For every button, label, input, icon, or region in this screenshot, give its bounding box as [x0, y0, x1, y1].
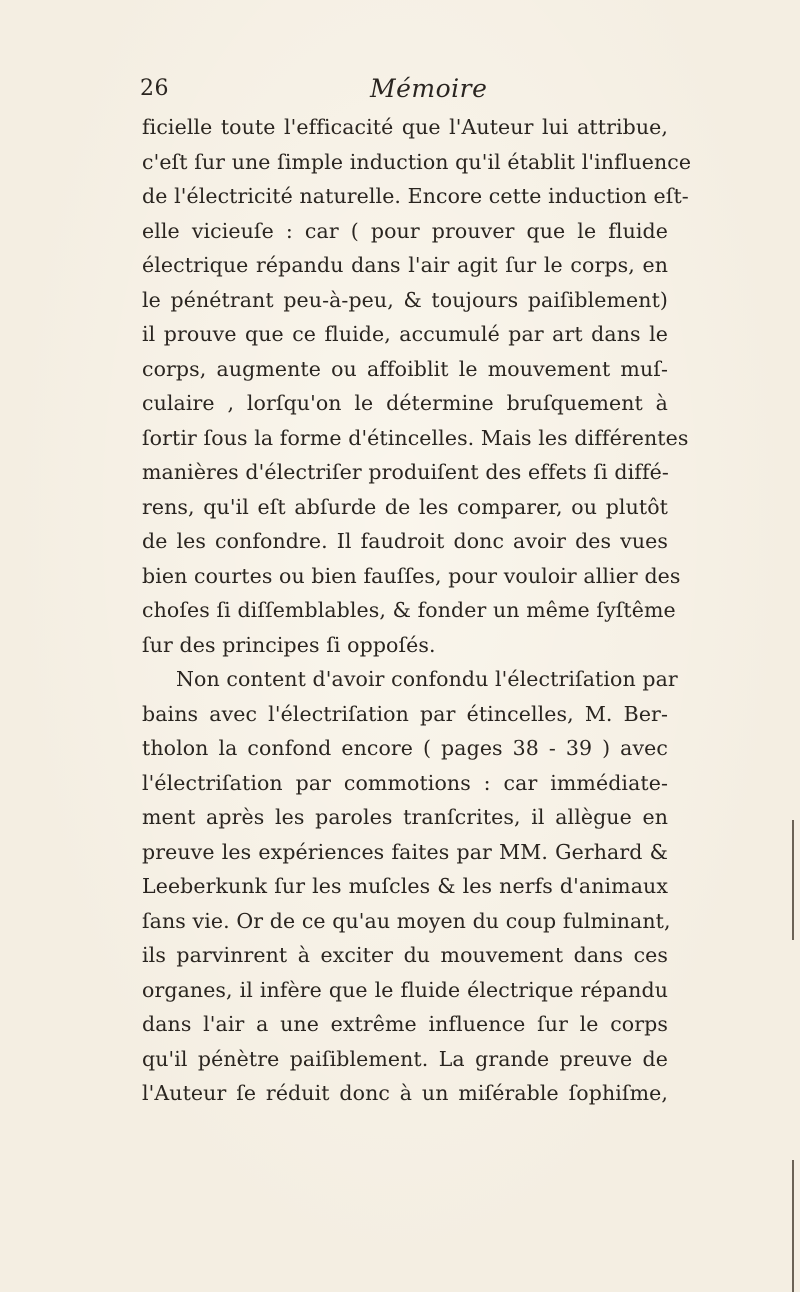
text-line: bains avec l'électriſation par étincelles, M. Ber-	[142, 701, 668, 726]
text-line: ſans vie. Or de ce qu'au moyen du coup fulminant,	[142, 908, 671, 933]
text-line: de l'électricité naturelle. Encore cette induction eſt-	[142, 184, 689, 208]
text-line: c'eſt ſur une ſimple induction qu'il établit l'influence	[142, 149, 692, 174]
text-line: le pénétrant peu-à-peu, & toujours paiſiblement)	[142, 287, 668, 312]
text-line: électrique répandu dans l'air agit ſur le corps, en	[142, 253, 668, 277]
text-line: ſortir ſous la forme d'étincelles. Mais les différentes	[142, 425, 689, 450]
text-line-paragraph-end: ſur des principes ſi oppoſés.	[142, 632, 436, 657]
body-text	[142, 110, 692, 1111]
text-line: tholon la confond encore ( pages 38 - 39 ) avec	[142, 736, 668, 760]
text-line: rens, qu'il eſt abſurde de les comparer, ou plutôt	[142, 494, 668, 519]
text-line: choſes ſi diſſemblables, & fonder un même ſyſtême	[142, 598, 676, 622]
page-header	[140, 76, 660, 110]
text-line: il prouve que ce fluide, accumulé par art dans le	[142, 322, 668, 346]
text-line: elle vicieuſe : car ( pour prouver que le fluide	[142, 218, 668, 243]
text-line: qu'il pénètre paiſiblement. La grande preuve de	[142, 1046, 668, 1071]
page-number: 26	[140, 76, 169, 101]
text-line: l'électriſation par commotions : car immédiate-	[142, 770, 668, 795]
text-line: de les confondre. Il faudroit donc avoir des vues	[142, 529, 668, 553]
text-line: Leeberkunk ſur les muſcles & les nerfs d'animaux	[142, 874, 668, 898]
text-line: ils parvinrent à exciter du mouvement dans ces	[142, 943, 668, 967]
text-line: ment après les paroles tranſcrites, il allègue en	[142, 805, 668, 829]
page-edge-shadow	[792, 820, 794, 940]
running-title: Mémoire	[370, 74, 488, 103]
text-line: l'Auteur ſe réduit donc à un miſérable ſophiſme,	[142, 1081, 668, 1105]
text-line: dans l'air a une extrême influence ſur le corps	[142, 1012, 668, 1036]
text-line: organes, il infère que le fluide électrique répandu	[142, 977, 668, 1002]
text-line: ficielle toute l'efficacité que l'Auteur lui attribue,	[142, 115, 668, 139]
page-edge-shadow	[792, 1160, 794, 1292]
text-line: preuve les expériences faites par MM. Gerhard &	[142, 839, 668, 864]
text-line: bien courtes ou bien fauſſes, pour vouloir allier des	[142, 563, 681, 588]
text-line: manières d'électriſer produiſent des effets ſi diffé-	[142, 460, 669, 484]
text-line: corps, augmente ou affoiblit le mouvement muſ-	[142, 356, 668, 381]
text-line-paragraph-start: Non content d'avoir confondu l'électriſation par	[176, 667, 678, 691]
text-line: culaire , lorſqu'on le détermine bruſquement à	[142, 391, 668, 415]
